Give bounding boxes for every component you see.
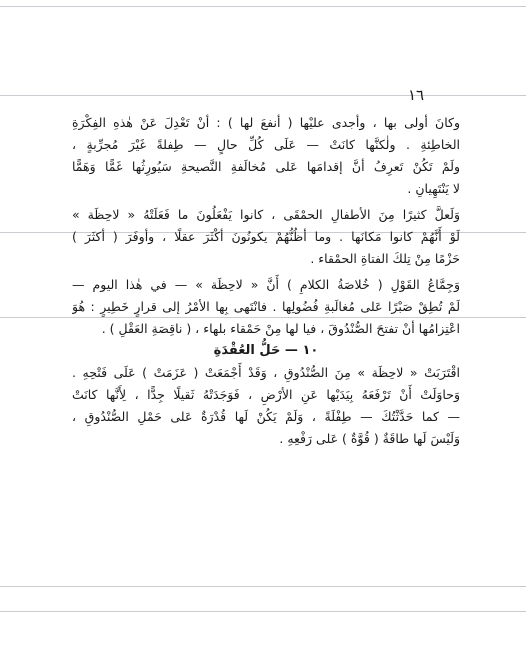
text-line: وَحاوَلَتْ أَنْ تَرْفَعَهُ بِيَدَيْها عَنِ الأرْضِ ، فَوَجَدَتْهُ ثَقيلًا جِدًّا ، لِأَنَّها كانَتْ bbox=[72, 387, 460, 402]
text-line: ولَمْ تَكُنْ تَعرِفُ أنَّ إقدامَها عَلى مُخالَفةِ النَّصيحةِ سَيُورِثُها غَمًّا وَهَمًّا bbox=[72, 159, 460, 174]
ruled-line bbox=[0, 95, 526, 96]
text-line: اعْتِزامُها أنْ تفتحَ الصُّنْدُوقَ ، فيا لها مِنْ حَمْقاء بلهاء ، ( ناقِصَةِ العَقْلِ ) . bbox=[101, 321, 460, 336]
text-line: وَلَيْسَ لَها طاقَةٌ ( قُوَّةٌ ) عَلى رَفْعِهِ . bbox=[279, 431, 460, 446]
text-line: حَزْمًا مِنْ تِلكَ الفتاةِ الحمْقاء . bbox=[310, 251, 460, 266]
ruled-line bbox=[0, 6, 526, 7]
paragraph bbox=[72, 112, 460, 200]
paragraph bbox=[72, 274, 460, 340]
text-line: وَجِمَّاعُ القَوْلِ ( خُلاصَةُ الكلامِ ) أَنَّ « لاحِظَة » — في هٰذا اليوم — bbox=[72, 277, 460, 292]
section-heading: ١٠ — حَلُّ العُقْدَةِ bbox=[213, 343, 319, 358]
text-line: اقْتَرَبَتْ « لاحِظَة » مِنَ الصُّنْدُوقِ ، وَقَدْ أَجْمَعَتْ ( عَزَمَتْ ) عَلَى فَتْحِهِ . bbox=[72, 365, 460, 380]
ruled-line bbox=[0, 611, 526, 612]
paragraph bbox=[72, 204, 460, 270]
text-line: الخاطِئةِ . ولٰكنَّها كانَتْ — عَلَى كُلِّ حالٍ — طِفلةً غَيْرَ مُجرِّبةٍ ، bbox=[72, 137, 460, 152]
text-line: وَلَعلَّ كثيرًا مِنَ الأطفالِ الحمْقَى ، كانوا يَفْعَلُونَ ما فَعَلَتْهُ « لاحِظَة » bbox=[72, 207, 460, 222]
page-number: ١٦ bbox=[407, 86, 425, 104]
text-line: وكانَ أولى بها ، وأجدى عليْها ( أنفعَ لها ) : أنْ تَعْدِلَ عَنْ هٰذهِ الفِكْرَةِ bbox=[72, 115, 460, 130]
text-line: لَوْ أَنَّهُمْ كانوا مَكانَها . وما أظُنُّهُمْ يكونُونَ أكْثَرَ عقلًا ، وأوفَرَ ( أكثَرَ ) bbox=[72, 229, 460, 244]
text-line: لَمْ تُطِقْ صَبْرًا عَلى مُغالَبةِ فُضُولِها . فانْتَهى بِها الأمْرُ إلى قرارٍ خَطِيرٍ : هُوَ bbox=[72, 299, 460, 314]
text-line: لا يَنْتَهِيانِ . bbox=[407, 181, 460, 196]
paragraph bbox=[72, 362, 460, 450]
text-line: — كما حَدَّثْتُكَ — طِفْلَةً ، وَلَمْ يَكُنْ لَها قُدْرَةٌ عَلى حَمْلِ الصُّنْدُوقِ ، bbox=[72, 409, 460, 424]
body-text bbox=[72, 112, 460, 450]
ruled-line bbox=[0, 586, 526, 587]
